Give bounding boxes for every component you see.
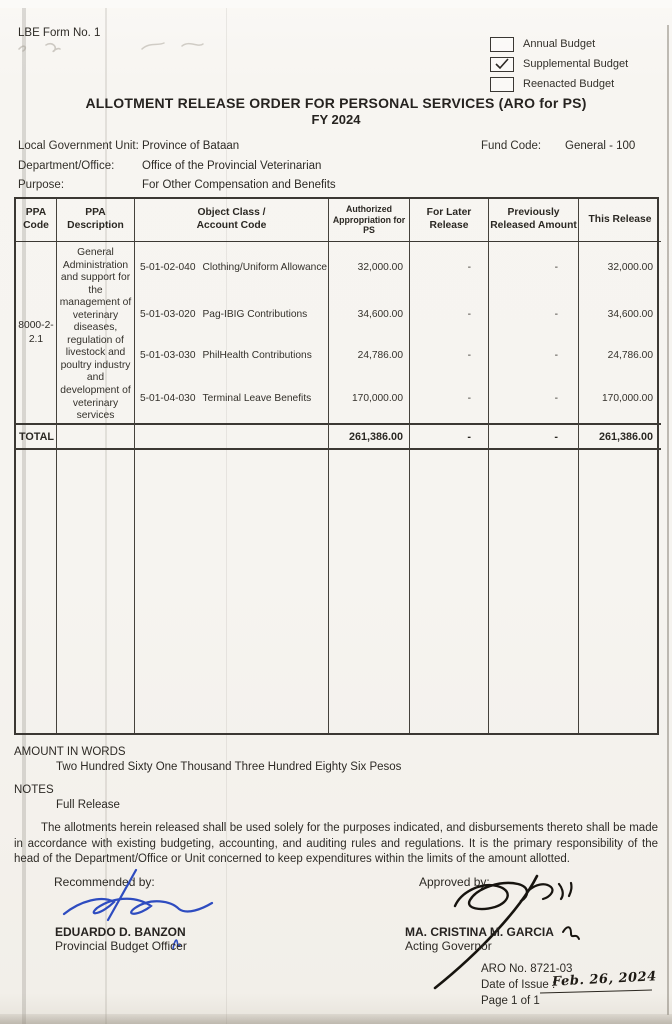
- header-line: Authorized: [346, 203, 392, 214]
- fund-code-value: General - 100: [565, 140, 636, 152]
- date-of-issue-label: Date of Issue :: [481, 979, 556, 991]
- header-line: PPA: [85, 207, 106, 219]
- table-row-object: [135, 242, 328, 292]
- reenacted-budget-checkbox: [490, 77, 514, 92]
- budget-type-reenacted: [490, 77, 628, 91]
- reenacted-budget-label: Reenacted Budget: [523, 78, 615, 90]
- account-name: Clothing/Uniform Allowance: [202, 261, 328, 273]
- purpose-value: For Other Compensation and Benefits: [142, 179, 336, 191]
- empty-cell: [329, 450, 410, 733]
- department-label: Department/Office:: [18, 160, 115, 172]
- account-name: PhilHealth Contributions: [202, 350, 312, 361]
- account-code: 5-01-03-030: [140, 350, 196, 361]
- table-row-object: [135, 374, 328, 423]
- approved-by-label: Approved by:: [419, 875, 490, 889]
- total-empty-cell: [135, 423, 329, 450]
- checkmark-icon: [493, 58, 511, 70]
- table-row-object: [135, 292, 328, 337]
- empty-cell: [579, 450, 661, 733]
- header-line: Object Class /: [197, 207, 266, 219]
- total-for-later: -: [410, 423, 489, 450]
- previously-released-cell: [489, 242, 579, 423]
- this-release-amount: 170,000.00: [602, 393, 653, 404]
- this-release-amount: 32,000.00: [607, 261, 653, 273]
- total-authorized: 261,386.00: [329, 423, 410, 450]
- previously-released-value: -: [554, 350, 558, 361]
- annual-budget-label: Annual Budget: [523, 38, 596, 50]
- col-header-object-class: [135, 199, 329, 242]
- total-this-release: 261,386.00: [579, 423, 661, 450]
- amount-in-words-value: Two Hundred Sixty One Thousand Three Hundred Eighty Six Pesos: [56, 761, 402, 773]
- header-line: For Later: [426, 207, 472, 219]
- total-empty-cell: [57, 423, 135, 450]
- header-line: Release: [429, 220, 469, 231]
- scan-bottom-edge: [0, 1014, 672, 1024]
- fiscal-year: FY 2024: [311, 112, 361, 127]
- page-indicator: Page 1 of 1: [481, 995, 540, 1007]
- lgu-value: Province of Bataan: [142, 140, 240, 152]
- empty-cell: [16, 450, 57, 733]
- authorized-amount: 170,000.00: [352, 393, 403, 404]
- col-header-authorized: [329, 199, 410, 242]
- col-header-this-release: [579, 199, 661, 242]
- empty-cell: [57, 450, 135, 733]
- approved-title: Acting Governor: [405, 939, 492, 953]
- amount-in-words-label: AMOUNT IN WORDS: [14, 746, 126, 758]
- for-later-release-cell: [410, 242, 489, 423]
- this-release-cell: [579, 242, 661, 423]
- empty-cell: [410, 450, 489, 733]
- previously-released-value: -: [554, 309, 558, 320]
- authorized-amount: 34,600.00: [357, 309, 403, 320]
- for-later-value: -: [467, 309, 471, 320]
- header-line: Description: [67, 220, 124, 231]
- lgu-label: Local Government Unit:: [18, 140, 139, 152]
- ppa-code-cell: [16, 242, 57, 423]
- col-header-ppa-code: [16, 199, 57, 242]
- budget-type-supplemental: [490, 57, 628, 71]
- notes-value: Full Release: [56, 799, 120, 811]
- aro-number: ARO No. 8721-03: [481, 963, 573, 975]
- faint-scribble-icon: [140, 37, 206, 53]
- header-line: Account Code: [196, 220, 267, 231]
- supplemental-budget-checkbox: [490, 57, 514, 72]
- for-later-value: -: [467, 393, 471, 404]
- document-title: ALLOTMENT RELEASE ORDER FOR PERSONAL SERVICES (ARO for PS): [85, 95, 587, 111]
- supplemental-budget-label: Supplemental Budget: [523, 58, 629, 70]
- previously-released-value: -: [554, 393, 558, 404]
- ppa-description-cell: General Administration and support for the management of veterinary diseases, regulation of livestock and poultry industry and development of veterinary services: [57, 242, 135, 423]
- authorized-appropriation-cell: [329, 242, 410, 423]
- total-label-cell: TOTAL: [16, 423, 57, 450]
- recommended-title: Provincial Budget Officer: [55, 939, 187, 953]
- annual-budget-checkbox: [490, 37, 514, 52]
- col-header-for-later: [410, 199, 489, 242]
- allotment-table: [14, 197, 659, 735]
- object-class-cell: [135, 242, 329, 423]
- header-line: Appropriation for PS: [332, 214, 406, 236]
- header-line: Released Amount: [490, 220, 577, 231]
- budget-type-annual: [490, 37, 628, 51]
- header-line: Previously: [507, 207, 560, 219]
- col-header-ppa-description: [57, 199, 135, 242]
- empty-cell: [135, 450, 329, 733]
- header-line: This Release: [588, 213, 652, 225]
- approved-name: MA. CRISTINA M. GARCIA: [405, 925, 554, 939]
- legal-text: The allotments herein released shall be used solely for the purposes indicated, and disbursements thereto shall be made in accordance with existing budgeting, accounting, and auditing rules and regulations. It is the primary responsibility of the head of the Department/Office or Unit concerned to keep expenditures within the limits of the amount allotted.: [14, 822, 658, 865]
- authorized-amount: 32,000.00: [357, 261, 403, 273]
- account-name: Terminal Leave Benefits: [202, 393, 312, 404]
- notes-label: NOTES: [14, 784, 54, 796]
- fund-code-label: Fund Code:: [481, 140, 542, 152]
- ppa-code-value: 8000-2-: [18, 320, 54, 332]
- this-release-amount: 34,600.00: [607, 309, 653, 320]
- faint-scribble-icon: [16, 39, 62, 53]
- scan-right-edge: [667, 25, 669, 1015]
- ppa-code-value: 2.1: [28, 333, 44, 345]
- empty-cell: [489, 450, 579, 733]
- account-name: Pag-IBIG Contributions: [202, 309, 308, 320]
- authorized-amount: 24,786.00: [357, 350, 403, 361]
- department-value: Office of the Provincial Veterinarian: [142, 160, 322, 172]
- col-header-previously-released: [489, 199, 579, 242]
- total-previously: -: [489, 423, 579, 450]
- recommended-by-label: Recommended by:: [54, 875, 155, 889]
- table-row-object: [135, 337, 328, 374]
- header-line: PPA: [25, 207, 47, 219]
- date-of-issue-handwritten: Feb. 26, 2024: [551, 969, 658, 990]
- account-code: 5-01-04-030: [140, 393, 196, 404]
- signature-blue: [58, 868, 228, 928]
- form-number: LBE Form No. 1: [18, 27, 101, 39]
- recommended-name: EDUARDO D. BANZON: [55, 925, 186, 939]
- purpose-label: Purpose:: [18, 179, 65, 191]
- budget-type-group: [490, 37, 628, 91]
- this-release-amount: 24,786.00: [607, 350, 653, 361]
- previously-released-value: -: [554, 261, 558, 273]
- header-line: Code: [23, 220, 49, 231]
- account-code: 5-01-02-040: [140, 261, 196, 273]
- scan-top-strip: [0, 0, 672, 8]
- account-code: 5-01-03-020: [140, 309, 196, 320]
- for-later-value: -: [467, 261, 471, 273]
- for-later-value: -: [467, 350, 471, 361]
